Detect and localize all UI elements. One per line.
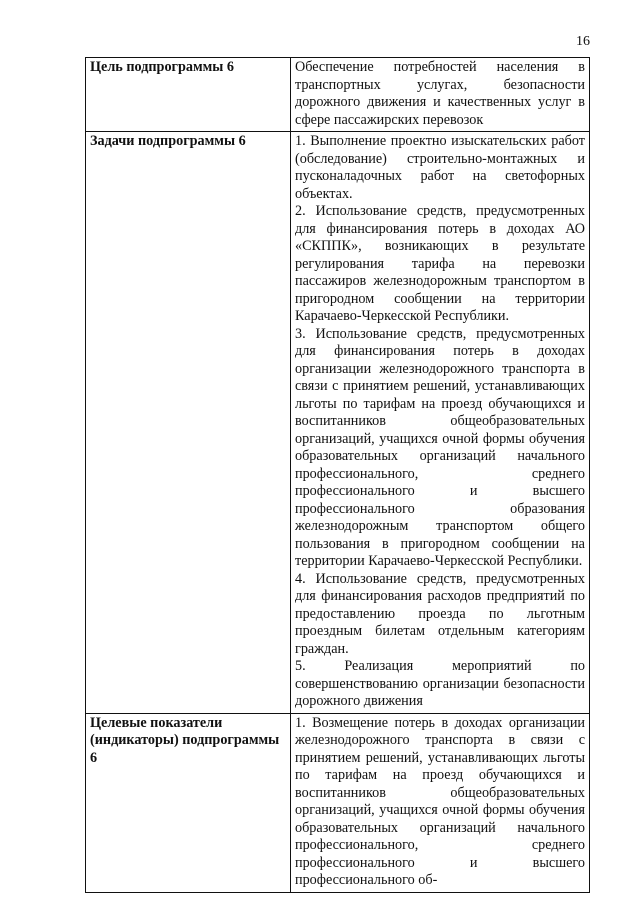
row-content-indicators — [291, 713, 590, 892]
task-item-1: 1. Выполнение проектно изыскательских работ (обследование) строительно-монтажных и пусконаладочных работ на светофорных объектах. — [295, 133, 585, 202]
table-row-goal — [86, 58, 590, 132]
page-number: 16 — [576, 34, 590, 49]
task-item-2: 2. Использование средств, предусмотренных для финансирования потерь в доходах АО «СКППК», возникающих в результате регулирования тарифа на перевозки пассажиров железнодорожным транспортом в пригородном сообщении на территории Карачаево-Черкесской Республики. — [295, 203, 585, 324]
task-item-4: 4. Использование средств, предусмотренных для финансирования расходов предприятий по предоставлению проезда по льготным проездным билетам отдельным категориям граждан. — [295, 570, 585, 657]
goal-paragraph: Обеспечение потребностей населения в транспортных услугах, безопасности дорожного движения и качественных услуг в сфере пассажирских перевозок — [295, 59, 585, 128]
task-item-3: 3. Использование средств, предусмотренных для финансирования потерь в доходах организации железнодорожного транспорта в связи с принятием решений, устанавливающих льготы по тарифам на проезд обучающихся и воспитанников общеобразовательных организаций, учащихся очной формы обучения образовательных организаций начального профессионального, среднего профессионального и высшего профессионального образования железнодорожным транспортом общего пользования в пригородном сообщении на территории Карачаево-Черкесской Республики. — [295, 325, 585, 569]
row-label-indicators: Целевые показатели (индикаторы) подпрограммы 6 — [86, 713, 291, 892]
task-item-5: 5. Реализация мероприятий по совершенствованию организации безопасности дорожного движения — [295, 658, 585, 709]
indicator-item-1: 1. Возмещение потерь в доходах организации железнодорожного транспорта в связи с принятием решений, устанавливающих льготы по тарифам на проезд обучающихся и воспитанников общеобразовательных организаций, учащихся очной формы обучения образовательных организаций начального профессионального, среднего профессионального и высшего профессионального об- — [295, 714, 585, 888]
row-content-goal — [291, 58, 590, 132]
table-row-tasks — [86, 132, 590, 714]
row-label-goal: Цель подпрограммы 6 — [86, 58, 291, 132]
row-content-tasks — [291, 132, 590, 714]
table-row-indicators — [86, 713, 590, 892]
subprogram-passport-table — [85, 57, 590, 893]
row-label-tasks: Задачи подпрограммы 6 — [86, 132, 291, 714]
